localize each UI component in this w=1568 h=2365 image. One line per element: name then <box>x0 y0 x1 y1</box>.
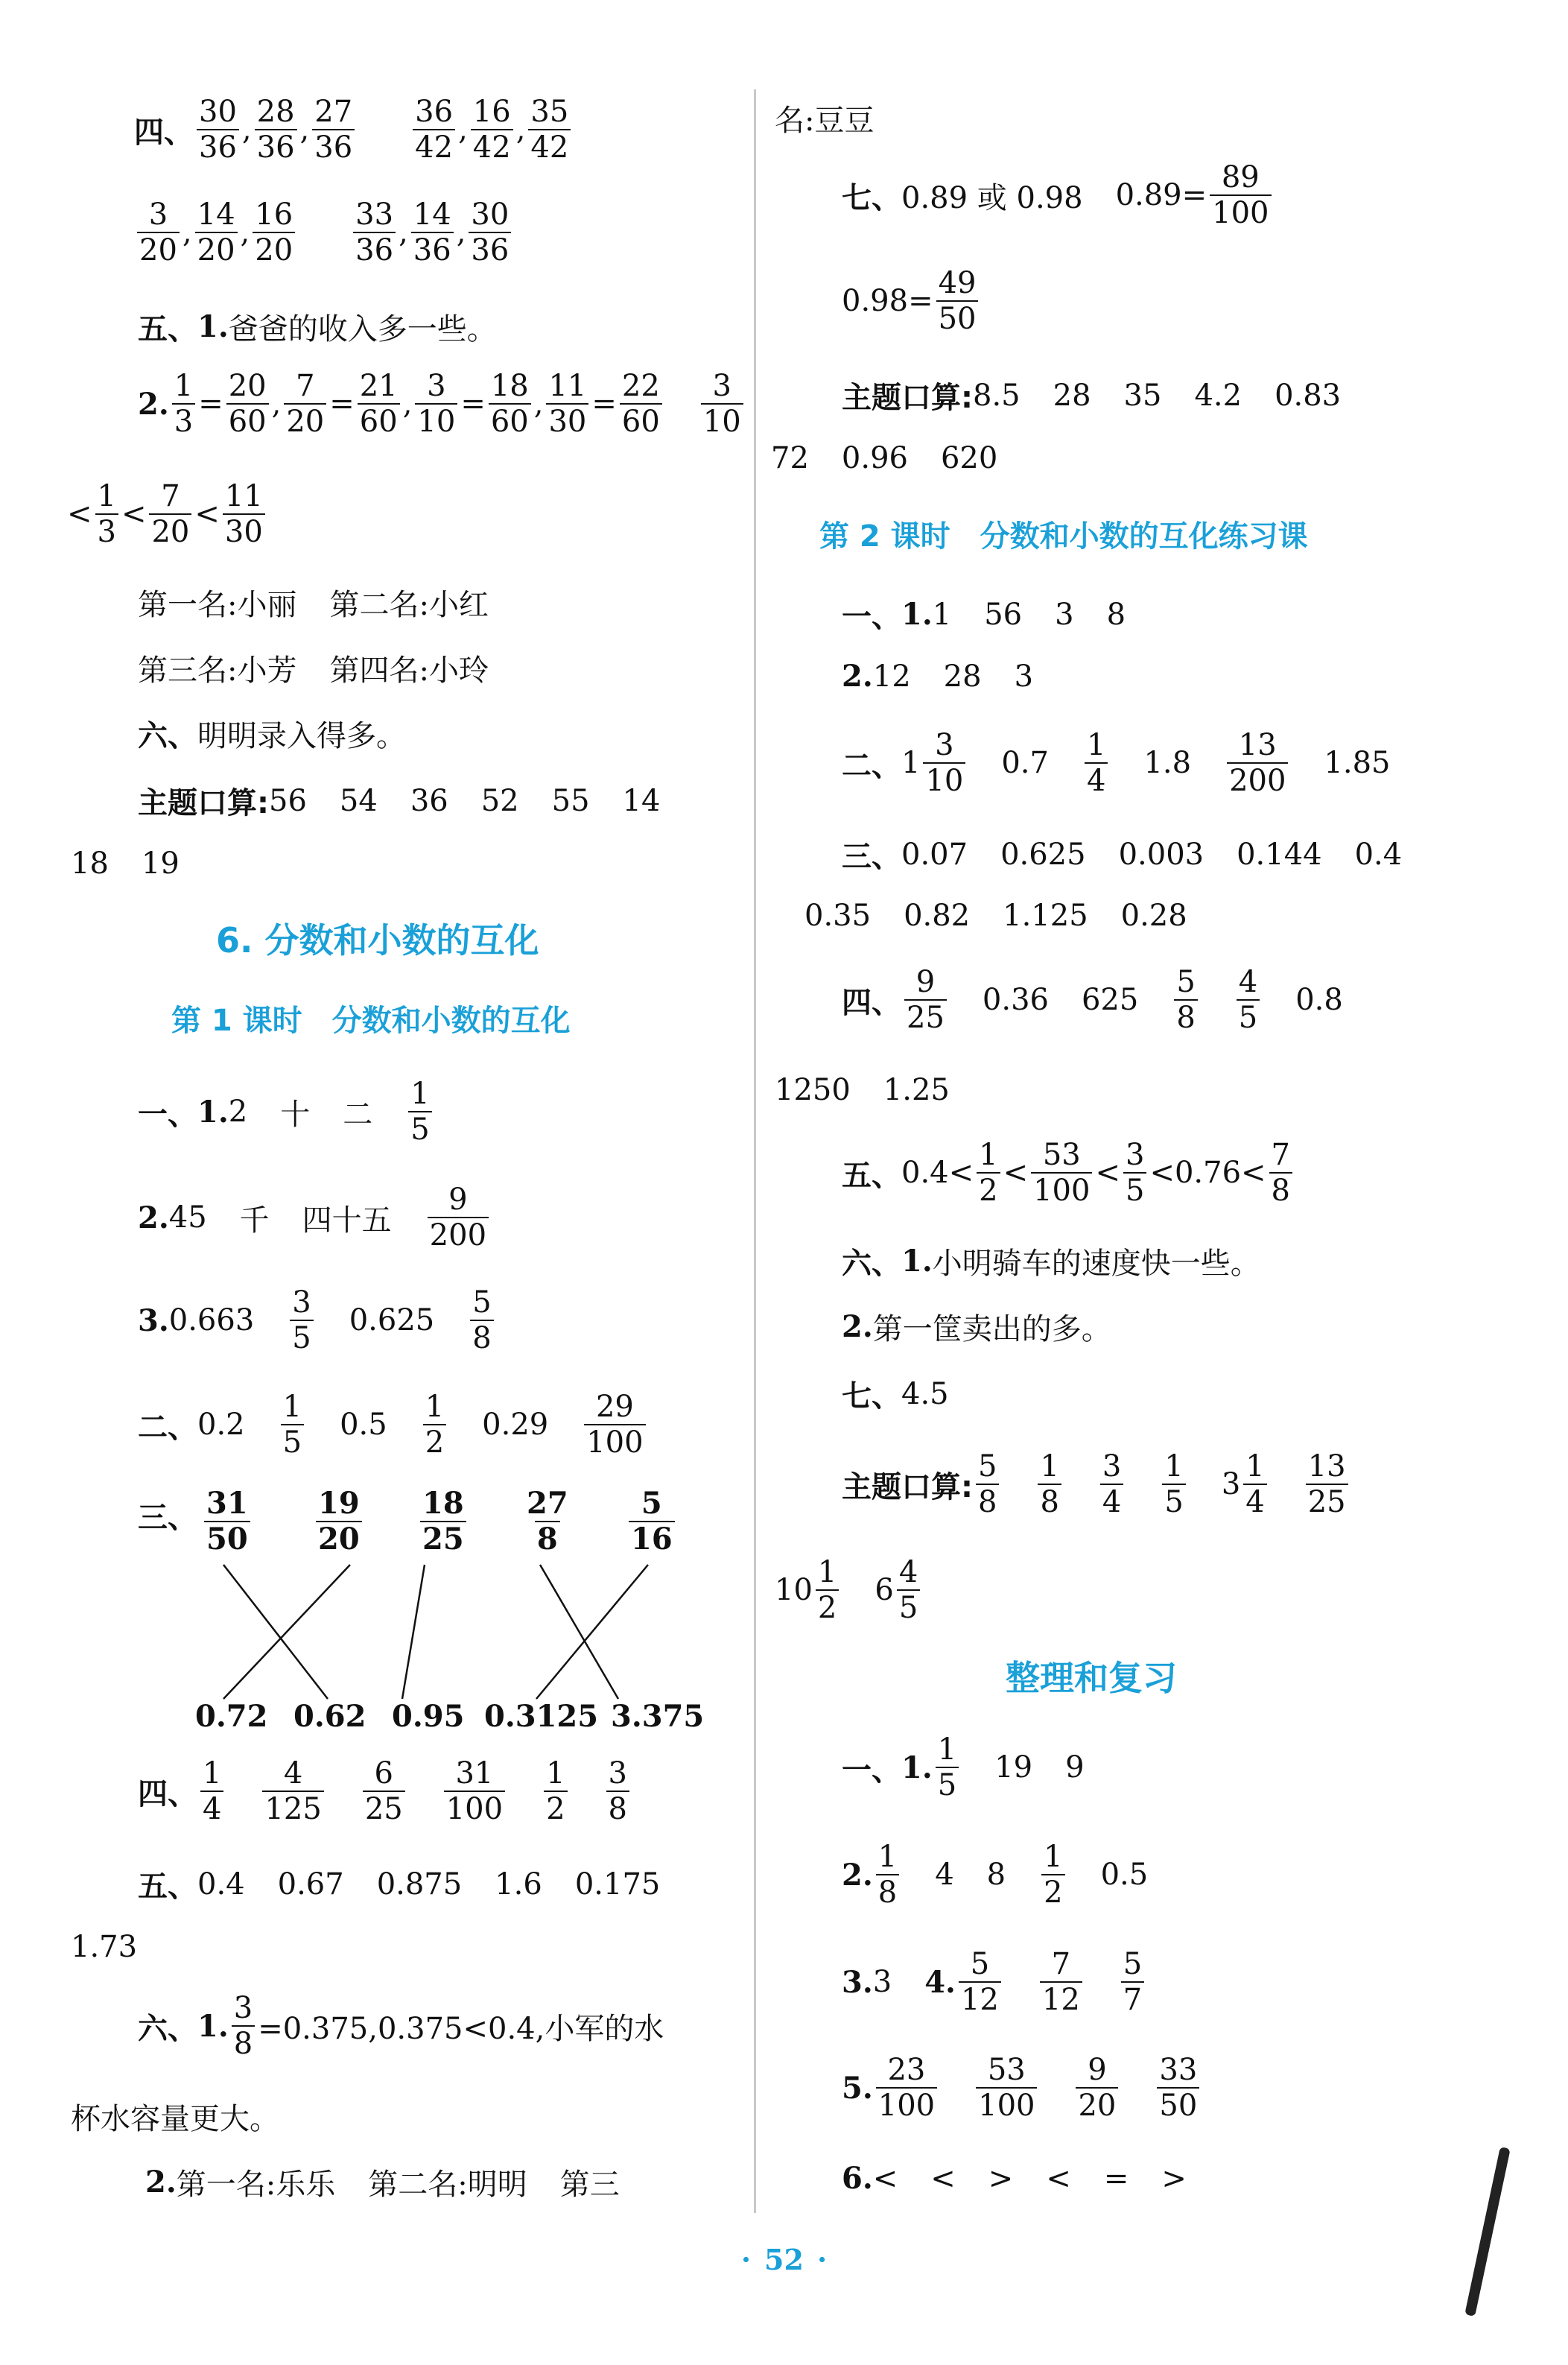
r-s7-eq2: 0.98= $\frac{49}{50}$ <box>842 268 981 334</box>
oral-calc-3-cont: 10 $\frac{1}{2}$ 6 $\frac{4}{5}$ <box>775 1557 923 1623</box>
item-number: 2. <box>842 1857 873 1893</box>
item-number: 4. <box>924 1964 956 2000</box>
page-number: · 52 · <box>740 2243 828 2276</box>
fraction: $\frac{1}{4}$ <box>200 1758 223 1824</box>
answer-text: 小明骑车的速度快一些。 <box>932 1247 1260 1281</box>
r-s1-item6: 6. < < > < = > <box>842 2161 1187 2196</box>
fraction: $\frac{22}{60}$ <box>620 371 662 437</box>
oral-label: 主题口算: <box>842 381 973 415</box>
sec6 <box>138 712 406 755</box>
fraction: $\frac{16}{42}$ <box>471 97 513 162</box>
sec-label: 七、 <box>842 180 901 215</box>
fraction: $\frac{3}{10}$ <box>701 371 743 437</box>
fraction: $\frac{18}{25}$ <box>420 1489 466 1554</box>
fraction: $\frac{1}{3}$ <box>172 371 195 437</box>
sec-label: 六、 <box>842 1246 901 1281</box>
fraction: $\frac{16}{20}$ <box>253 200 295 265</box>
fraction: $\frac{1}{3}$ <box>95 481 118 547</box>
fraction: $\frac{3}{4}$ <box>1100 1451 1123 1517</box>
answer-text: 第三名:小芳 <box>138 653 297 688</box>
sec-label: 三、 <box>138 1500 197 1535</box>
fraction: $\frac{3}{8}$ <box>606 1758 629 1824</box>
fraction: $\frac{9}{25}$ <box>904 967 947 1033</box>
fraction: $\frac{29}{100}$ <box>584 1392 645 1457</box>
r-s7: 七、 0.89 或 0.98 0.89= $\frac{89}{100}$ <box>842 162 1275 228</box>
fraction: $\frac{3}{10}$ <box>415 371 457 437</box>
fraction: $\frac{4}{5}$ <box>897 1557 920 1623</box>
oral-calc-2: 主题口算: 8.5 28 35 4.2 0.83 <box>842 374 1341 417</box>
lesson-title: 第 2 课时 分数和小数的互化练习课 <box>819 519 1308 554</box>
fraction: $\frac{35}{42}$ <box>528 97 571 162</box>
sec-label: 六、 <box>138 718 197 753</box>
sec4-row2: $\frac{3}{20}$ , $\frac{14}{20}$ , $\frac{16}{20}$ $\frac{33}{36}$ , $\frac{14}{36}$ , $\frac{30}{36}$ <box>134 200 514 265</box>
fraction: $\frac{1}{2}$ <box>1041 1842 1064 1907</box>
match-bottom-row <box>195 1699 731 1736</box>
sec-label: 四、 <box>138 1776 197 1811</box>
fraction: $\frac{19}{20}$ <box>316 1489 362 1554</box>
p-s3: 三、 0.07 0.625 0.003 0.144 0.4 <box>842 833 1402 876</box>
fraction: $\frac{28}{36}$ <box>255 97 297 162</box>
oral-calc-3: 主题口算: $\frac{5}{8}$ $\frac{1}{8}$ $\frac{3}{4}$ $\frac{1}{5}$ 3 $\frac{1}{4}$ $\frac{13}{25}$ <box>842 1451 1351 1517</box>
fraction: $\frac{53}{100}$ <box>1031 1140 1092 1206</box>
review-title: 整理和复习 <box>1006 1658 1177 1698</box>
fraction: $\frac{1}{2}$ <box>977 1140 1000 1206</box>
oral-label: 主题口算: <box>842 1469 973 1504</box>
item-number: 5. <box>842 2070 873 2106</box>
fraction: $\frac{23}{100}$ <box>876 2055 937 2121</box>
sec-label: 三、 <box>842 839 901 874</box>
fraction: $\frac{7}{12}$ <box>1040 1949 1082 2015</box>
match-line <box>540 1565 618 1699</box>
fraction: $\frac{30}{36}$ <box>469 200 511 265</box>
sec-label: 一、 <box>138 1096 197 1132</box>
fraction: $\frac{5}{7}$ <box>1121 1949 1144 2015</box>
decimal-value: 0.3125 <box>484 1699 599 1734</box>
sec-label: 一、 <box>842 599 901 634</box>
rank-line2 <box>138 647 489 689</box>
p-s6-item2 <box>842 1305 1111 1348</box>
matching-lines <box>134 1498 700 1729</box>
fraction: $\frac{14}{20}$ <box>195 200 238 265</box>
answer-text: 第一筐卖出的多。 <box>872 1312 1111 1346</box>
fraction: $\frac{1}{5}$ <box>408 1079 431 1144</box>
p-s2: 二、 1 $\frac{3}{10}$ 0.7 $\frac{1}{4}$ 1.8 $\frac{13}{200}$ 1.85 <box>842 728 1391 798</box>
sec-label: 一、 <box>842 1752 901 1788</box>
l1-s1-item2: 2. 45 千 四十五 $\frac{9}{200}$ <box>138 1185 492 1250</box>
answer-text: 4.5 <box>901 1376 949 1411</box>
decimal-value: 0.95 <box>392 1699 465 1734</box>
chapter-title: 6. 分数和小数的互化 <box>216 920 539 960</box>
fraction: $\frac{9}{20}$ <box>1076 2055 1118 2121</box>
fraction: $\frac{7}{20}$ <box>149 481 191 547</box>
l1-s6-item1 <box>138 1993 664 2059</box>
item-number: 2. <box>842 1309 873 1344</box>
item-number: 6. <box>842 2161 873 2196</box>
fraction: $\frac{7}{20}$ <box>284 371 326 437</box>
sec4-row1: 四、 $\frac{30}{36}$ , $\frac{28}{36}$ , $\frac{27}{36}$ $\frac{36}{42}$ , $\frac{16}{42}$ , $\frac{35}{42}$ <box>134 97 574 162</box>
column-divider <box>754 89 756 2213</box>
fraction: $\frac{4}{125}$ <box>262 1758 323 1824</box>
answer-text: 第一名:乐乐 <box>176 2168 336 2202</box>
fraction: $\frac{11}{30}$ <box>223 481 265 547</box>
sec-label: 二、 <box>842 747 901 783</box>
rank-line1 <box>138 581 489 624</box>
fraction: $\frac{20}{60}$ <box>226 371 269 437</box>
sec5-order: < $\frac{1}{3}$ < $\frac{7}{20}$ < $\frac{11}{30}$ <box>67 481 268 547</box>
fraction: $\frac{3}{20}$ <box>137 200 180 265</box>
fraction: $\frac{30}{36}$ <box>197 97 239 162</box>
sec5-item2: 2. $\frac{1}{3}$ = $\frac{20}{60}$ , $\frac{7}{20}$ = $\frac{21}{60}$ , $\frac{3}{10}$ = $\frac{18}{60}$ , $\frac{11}{30}$ = $\frac{22}{60}$ $\frac{3}{10}$ <box>138 371 746 437</box>
item-number: 1. <box>901 597 933 632</box>
fraction: $\frac{33}{50}$ <box>1157 2055 1199 2121</box>
l1-s2: 二、 0.2 $\frac{1}{5}$ 0.5 $\frac{1}{2}$ 0.29 $\frac{29}{100}$ <box>138 1392 649 1457</box>
oral-calc-1: 主题口算: 56 54 36 52 55 14 <box>138 779 660 822</box>
fraction: $\frac{5}{12}$ <box>959 1949 1001 2015</box>
r-s1-item5 <box>842 2055 1202 2121</box>
fraction: $\frac{5}{8}$ <box>976 1451 999 1517</box>
fraction: $\frac{1}{8}$ <box>1038 1451 1061 1517</box>
item-number: 2. <box>138 386 169 422</box>
answer-text: 0.89 或 0.98 <box>901 180 1083 215</box>
fraction: $\frac{13}{25}$ <box>1306 1451 1348 1517</box>
match-line <box>223 1565 350 1699</box>
p-s6-item1 <box>842 1240 1260 1282</box>
item-number: 1. <box>197 309 229 344</box>
fraction: $\frac{1}{2}$ <box>816 1557 839 1623</box>
fraction: $\frac{49}{50}$ <box>936 268 979 334</box>
oral-calc-1-cont: 18 19 <box>71 846 180 881</box>
sec-label: 七、 <box>842 1378 901 1413</box>
item-number: 3. <box>138 1302 169 1338</box>
answer-text: 名:豆豆 <box>775 104 875 138</box>
sec-label: 五、 <box>138 311 197 346</box>
item-number: 2. <box>138 1200 169 1235</box>
match-line <box>223 1565 328 1699</box>
r-s1-item2: 2. $\frac{1}{8}$ 4 8 $\frac{1}{2}$ 0.5 <box>842 1840 1149 1910</box>
fraction: $\frac{89}{100}$ <box>1210 162 1271 228</box>
decimal-value: 0.72 <box>195 1699 268 1734</box>
fraction: $\frac{33}{36}$ <box>353 200 396 265</box>
r-s1-item3-4: 3. 3 4. $\frac{5}{12}$ $\frac{7}{12}$ $\frac{5}{7}$ <box>842 1949 1147 2015</box>
match-line <box>402 1565 425 1699</box>
decimal-value: 3.375 <box>611 1699 705 1734</box>
fraction: $\frac{31}{50}$ <box>204 1489 250 1554</box>
fraction: $\frac{5}{8}$ <box>1174 967 1197 1033</box>
item-number: 1. <box>901 1750 933 1785</box>
fraction: $\frac{5}{8}$ <box>470 1288 493 1353</box>
fraction: $\frac{1}{4}$ <box>1243 1451 1266 1517</box>
item-number: 1. <box>197 1094 229 1130</box>
answer-text: 第三 <box>559 2168 620 2202</box>
answer-text: 杯水容量更大。 <box>71 2102 279 2136</box>
sec-label: 五、 <box>842 1157 901 1193</box>
fraction: $\frac{27}{8}$ <box>527 1486 568 1557</box>
l1-s1-item3: 3. 0.663 $\frac{3}{5}$ 0.625 $\frac{5}{8}$ <box>138 1288 497 1353</box>
answer-text: 爸爸的收入多一些。 <box>228 312 497 346</box>
r-s1-item1: 一、 1. $\frac{1}{5}$ 19 9 <box>842 1732 1085 1802</box>
fraction: $\frac{3}{8}$ <box>232 1993 255 2059</box>
item-number: 2. <box>145 2165 177 2200</box>
fraction: $\frac{5}{16}$ <box>629 1489 675 1554</box>
l1-s6-item2 <box>145 2161 620 2203</box>
fraction: $\frac{1}{5}$ <box>936 1735 959 1800</box>
fraction: $\frac{36}{42}$ <box>413 97 455 162</box>
p-s1-item1: 一、 1. 1 56 3 8 <box>842 593 1126 636</box>
fraction: $\frac{27}{36}$ <box>312 97 355 162</box>
fraction: $\frac{1}{2}$ <box>423 1392 446 1457</box>
fraction: $\frac{53}{100}$ <box>976 2055 1037 2121</box>
fraction: $\frac{31}{100}$ <box>444 1758 505 1824</box>
fraction: $\frac{3}{10}$ <box>923 730 965 796</box>
p-s7 <box>842 1373 949 1415</box>
answer-text: 第二名:明明 <box>368 2168 527 2202</box>
l1-s1-item1: 一、 1. 2 十 二 $\frac{1}{5}$ <box>138 1079 435 1144</box>
fraction: $\frac{1}{5}$ <box>1162 1451 1185 1517</box>
fraction: $\frac{18}{60}$ <box>489 371 531 437</box>
fraction: $\frac{21}{60}$ <box>358 371 400 437</box>
answer-text: 明明录入得多。 <box>197 719 406 753</box>
p-s5: 五、 0.4< $\frac{1}{2}$ < $\frac{53}{100}$ < $\frac{3}{5}$ <0.76< $\frac{7}{8}$ <box>842 1140 1295 1206</box>
lesson-title: 第 1 课时 分数和小数的互化 <box>171 1004 571 1038</box>
oral-calc-2-cont: 72 0.96 620 <box>771 441 998 475</box>
l1-s4 <box>138 1758 632 1824</box>
answer-text: 第一名:小丽 <box>138 588 297 622</box>
fraction: $\frac{3}{5}$ <box>1123 1140 1146 1206</box>
answer-text: 第四名:小玲 <box>329 653 489 688</box>
sec5-item1 <box>138 305 497 348</box>
sec-label: 五、 <box>138 1869 197 1904</box>
item-number: 1. <box>197 2008 229 2044</box>
fraction: $\frac{6}{25}$ <box>363 1758 405 1824</box>
pen-mark <box>1464 2147 1511 2317</box>
sec-label: 四、 <box>842 984 901 1020</box>
decimal-value: 0.62 <box>293 1699 366 1734</box>
item-number: 1. <box>901 1244 933 1279</box>
fraction: $\frac{1}{8}$ <box>876 1842 899 1907</box>
fraction: $\frac{1}{4}$ <box>1085 730 1108 796</box>
sec-label: 六、 <box>138 2010 197 2046</box>
match-line <box>536 1565 648 1699</box>
sec-label: 二、 <box>138 1409 197 1445</box>
p-s4-cont: 1250 1.25 <box>775 1073 950 1107</box>
fraction: $\frac{9}{200}$ <box>428 1185 489 1250</box>
l1-s5-cont: 1.73 <box>71 1930 138 1964</box>
l1-s5: 五、 0.4 0.67 0.875 1.6 0.175 <box>138 1863 660 1905</box>
oral-label: 主题口算: <box>138 786 269 820</box>
fraction: $\frac{4}{5}$ <box>1237 967 1260 1033</box>
continued-text <box>775 97 874 139</box>
fraction: $\frac{1}{5}$ <box>281 1392 304 1457</box>
fraction: $\frac{1}{2}$ <box>544 1758 567 1824</box>
fraction: $\frac{11}{30}$ <box>546 371 588 437</box>
p-s3-cont: 0.35 0.82 1.125 0.28 <box>804 899 1187 933</box>
item-number: 3. <box>842 1964 873 2000</box>
l1-s6-item1-cont <box>71 2095 279 2138</box>
sec-label: 四、 <box>134 114 194 150</box>
fraction: $\frac{14}{36}$ <box>411 200 454 265</box>
p-s1-item2: 2. 12 28 3 <box>842 659 1034 694</box>
page-number-value: 52 <box>764 2243 804 2276</box>
answer-text: =0.375,0.375<0.4,小军的水 <box>258 2011 664 2046</box>
answer-text: 第二名:小红 <box>329 588 489 622</box>
fraction: $\frac{13}{200}$ <box>1227 730 1288 796</box>
item-number: 2. <box>842 659 873 694</box>
fraction: $\frac{3}{5}$ <box>290 1288 313 1353</box>
fraction: $\frac{7}{8}$ <box>1269 1140 1292 1206</box>
p-s4: 四、 $\frac{9}{25}$ 0.36 625 $\frac{5}{8}$ $\frac{4}{5}$ 0.8 <box>842 965 1343 1035</box>
